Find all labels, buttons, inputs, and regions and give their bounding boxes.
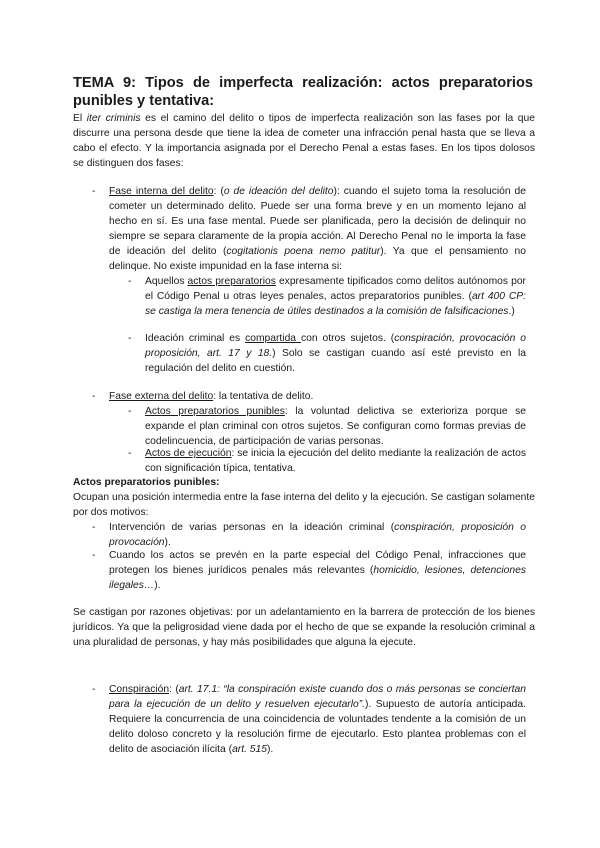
iter-criminis-term: iter criminis (86, 113, 141, 124)
text: ). (164, 537, 171, 548)
text: ). Supuesto de autoría anticipada. Requiere la concurrencia de una coincidencia de voluntades tendente a la comisión de un delito doloso concreto y la resolución firme de ejecutarlo. Esto plantea problemas con el delito de asociación ilícita ( (109, 699, 526, 755)
motivo-item (109, 548, 526, 593)
bullet-dash: - (92, 550, 96, 561)
latin-phrase: cogitationis poena nemo patitur (226, 246, 381, 257)
bullet-dash: - (92, 186, 96, 197)
heading-text: Actos preparatorios punibles: (73, 477, 220, 488)
art-400-ref: art 400 CP: se castiga la mera tenencia de útiles destinados a la comisión de falsificaciones (145, 291, 526, 317)
actos-ejecucion-term: Actos de ejecución (145, 448, 232, 459)
text: : se inicia la ejecución del delito mediante la realización de actos con significación típica, tentativa. (145, 448, 526, 474)
sub-item-actos (145, 274, 526, 319)
punct: : ( (213, 186, 224, 197)
razones-paragraph: Se castigan por razones objetivas: por un adelantamiento en la barrera de protección de los bienes jurídicos. Ya que la peligrosidad viene dada por el hecho de que se expande la resolución criminal a una pluralidad de personas, y hay más posibilidades que alguna la ejecute. (73, 607, 535, 648)
sub-item-actos-punibles (145, 404, 526, 449)
text: ). (266, 744, 274, 755)
bullet-dash: - (92, 391, 96, 402)
sub-bullet-dash: - (128, 448, 132, 459)
text: : la voluntad delictiva se exterioriza porque se expande el plan criminal con otros sujetos. Se configuran como formas previas de codelincuencia, de participación de varias personas. (145, 406, 526, 447)
page-title: TEMA 9: Tipos de imperfecta realización: actos preparatorios punibles y tentativa: (73, 75, 533, 109)
conspiracion-item (109, 682, 526, 757)
fase-externa-label: Fase externa del delito (109, 391, 214, 402)
text: Intervención de varias personas en la ideación criminal ( (109, 522, 395, 533)
conspiracion-label: Conspiración (109, 684, 170, 695)
fase-interna-text: ): cuando el sujeto toma la resolución de cometer un determinado delito. Puede ser una forma breve y en un momento lejano al hecho en sí. Es una fase mental. Puede ser planificada, pero la decisión de delinquir no siempre se separa claramente de la propia acción. Al Derecho Penal no le importa la fase de ideación del delito ( (109, 186, 526, 257)
bullet-dash: - (92, 684, 96, 695)
motivo-item (109, 520, 526, 550)
intro-text-cont: es el camino del delito o tipos de imperfecta realización son las fases por la que discurre una persona desde que tiene la idea de cometer una infracción penal hasta que se lleva a cabo el efecto. Y la importancia asignada por el Derecho Penal a estas fases. En los tipos dolosos se distinguen dos fases: (73, 113, 535, 169)
sub-item-actos-ejecucion (145, 446, 526, 476)
sub-bullet-dash: - (128, 333, 132, 344)
text: Ideación criminal es (145, 333, 246, 344)
fase-interna-item (109, 184, 526, 274)
bullet-dash: - (92, 522, 96, 533)
text: ) Solo se castigan cuando así esté previsto en la regulación del delito en cuestión. (145, 348, 526, 374)
conspiracion-ref: conspiración, provocación o proposición, art. 17 y 18. (145, 333, 526, 359)
text: con otros sujetos. ( (300, 333, 395, 344)
text: expresamente tipificados como delitos autónomos por el Código Penal u otras leyes penales, actos preparatorios punibles. ( (145, 276, 526, 302)
text: Cuando los actos se prevén en la parte especial del Código Penal, infracciones que protegen los bienes jurídicos penales más relevantes ( (109, 550, 526, 576)
sub-bullet-dash: - (128, 406, 132, 417)
fase-interna-text-cont: ). Ya que el pensamiento no delinque. No existe impunidad en la fase interna si: (109, 246, 526, 272)
intro-text: El (73, 113, 87, 124)
section-heading (73, 475, 219, 490)
art-17-quote: art. 17.1: “la conspiración existe cuando dos o más personas se conciertan para la ejecución de un delito y resuelven ejecutarlo”. (109, 684, 526, 710)
sub-bullet-dash: - (128, 276, 132, 287)
fase-interna-label: Fase interna del delito (109, 186, 214, 197)
text: Aquellos (145, 276, 188, 287)
fase-interna-paren: o de ideación del delito (223, 186, 334, 197)
art-515-ref: art. 515 (232, 744, 267, 755)
actos-intro: Ocupan una posición intermedia entre la fase interna del delito y la ejecución. Se castigan solamente por dos motivos: (73, 492, 535, 518)
compartida-term: compartida (245, 333, 301, 344)
text: : ( (169, 684, 179, 695)
actos-preparatorios-term: actos preparatorios (187, 276, 276, 287)
fase-externa-text: : la tentativa de delito. (213, 391, 314, 402)
text: .) (508, 306, 515, 317)
actos-punibles-term: Actos preparatorios punibles (145, 406, 285, 417)
text: ). (154, 580, 161, 591)
fase-externa-item (109, 389, 526, 404)
motivo-examples: homicidio, lesiones, detenciones ilegales… (109, 565, 527, 591)
motivo-examples: conspiración, proposición o provocación (109, 522, 526, 548)
sub-item-ideacion (145, 331, 526, 376)
intro-paragraph (73, 111, 535, 171)
